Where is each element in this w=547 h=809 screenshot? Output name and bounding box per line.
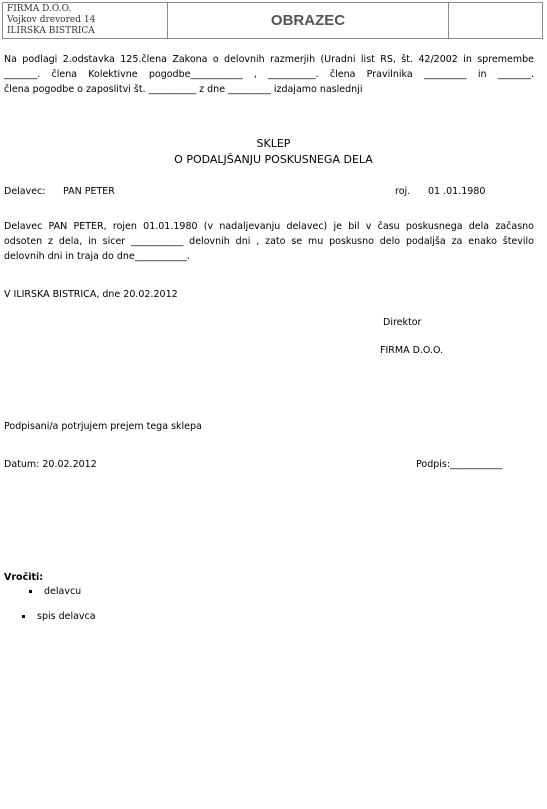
company-address: Vojkov drevored 14: [7, 15, 96, 25]
born-date: 01 .01.1980: [428, 186, 486, 197]
intro-line-2: _______. člena Kolektivne pogodbe___________ , __________. člena Pravilnika _________ in _______.: [4, 69, 534, 80]
intro-line-1: Na podlagi 2.odstavka 125.člena Zakona o delovnih razmerjih (Uradni list RS, št. 42/2002 in spremembe: [4, 54, 534, 65]
company-city: ILIRSKA BISTRICA: [7, 26, 95, 36]
body-paragraph: [4, 219, 534, 264]
header-empty-cell: [449, 3, 542, 38]
place-date: V ILIRSKA BISTRICA, dne 20.02.2012: [4, 289, 178, 300]
document-title: [0, 136, 547, 168]
company-block: [3, 3, 168, 38]
delivery-item-2: spis delavca: [37, 611, 96, 622]
title-line-1: SKLEP: [256, 137, 291, 150]
footer-signature: Podpis:___________: [416, 459, 503, 470]
body-line-1: Delavec PAN PETER, rojen 01.01.1980 (v nadaljevanju delavec) je bil v času poskusnega dela začasno: [4, 221, 534, 232]
body-line-2: odsoten z dela, in sicer ___________ delovnih dni , zato se mu poskusno delo podaljša za enako število: [4, 236, 534, 247]
intro-line-3: člena pogodbe o zaposlitvi št. __________ z dne _________ izdajamo naslednji: [4, 84, 363, 95]
delivery-label: Vročiti:: [4, 572, 44, 583]
list-item: [29, 586, 81, 597]
employee-label: Delavec:: [4, 186, 46, 197]
signatory-company: FIRMA D.O.O.: [380, 345, 444, 356]
form-title: OBRAZEC: [168, 3, 449, 38]
bullet-icon: [22, 615, 25, 618]
list-item: [22, 611, 96, 622]
employee-name: PAN PETER: [63, 186, 115, 197]
company-name: FIRMA D.O.O.: [7, 4, 72, 14]
footer-date: Datum: 20.02.2012: [4, 459, 97, 470]
bullet-icon: [29, 590, 32, 593]
born-label: roj.: [395, 186, 411, 197]
intro-paragraph: [4, 52, 534, 97]
acknowledgement-text: Podpisani/a potrjujem prejem tega sklepa: [4, 421, 202, 432]
title-line-2: O PODALJŠANJU POSKUSNEGA DELA: [174, 153, 373, 166]
delivery-item-1: delavcu: [44, 586, 82, 597]
signatory-role: Direktor: [383, 317, 422, 328]
form-header: [2, 2, 543, 39]
body-line-3: delovnih dni in traja do dne___________.: [4, 251, 191, 262]
